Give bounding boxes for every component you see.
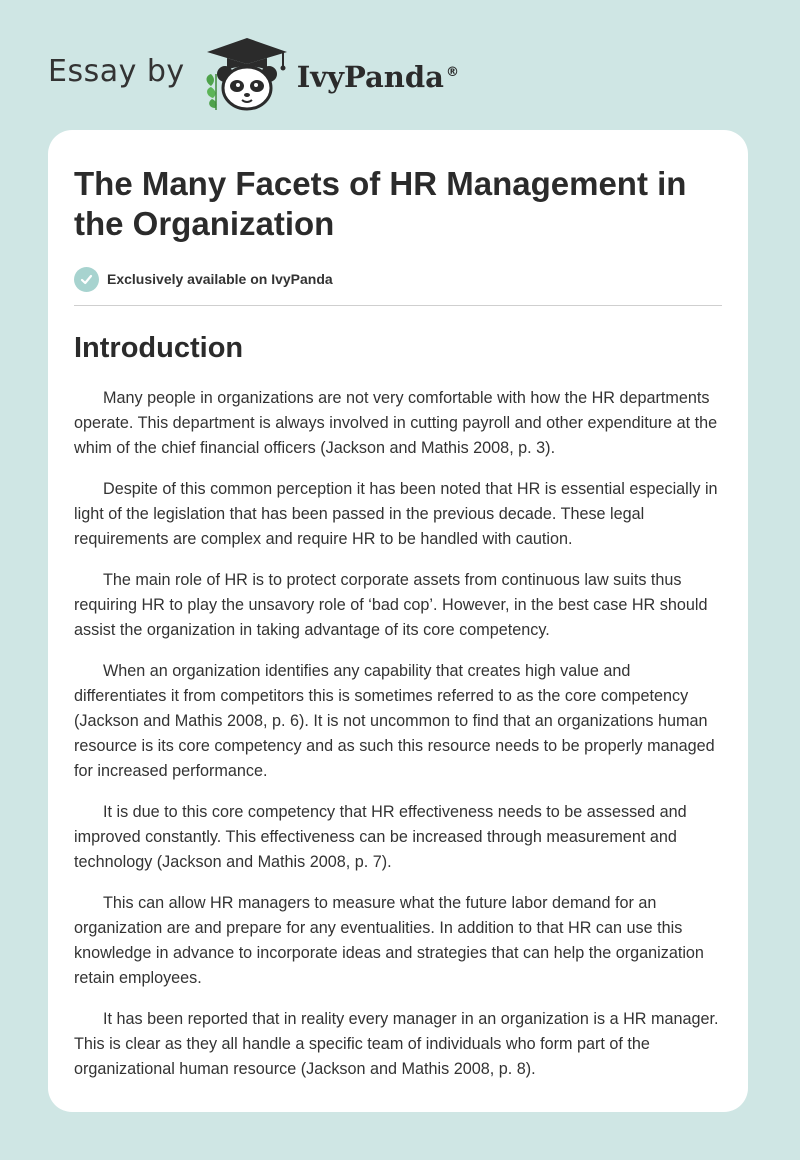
paragraph: The main role of HR is to protect corporate assets from continuous law suits thus requiring HR to play the unsavory role of ‘bad cop’. However, in the best case HR should assist the organization in taking advantage of its core competency. xyxy=(74,571,708,639)
essay-card xyxy=(48,130,748,1112)
exclusive-label: Exclusively available on IvyPanda xyxy=(107,271,333,287)
brand-prefix: Essay by xyxy=(48,53,185,89)
paragraph: When an organization identifies any capability that creates high value and differentiates it from competitors this is sometimes referred to as the core competency (Jackson and Mathis 2008, p. 6). It is not uncommon to find that an organizations human resource is its core competency and as such this resource needs to be properly managed for increased performance. xyxy=(74,662,715,780)
essay-title: The Many Facets of HR Management in the Organization xyxy=(74,165,687,242)
exclusive-badge xyxy=(74,266,722,292)
paragraph: Despite of this common perception it has been noted that HR is essential especially in light of the legislation that has been passed in the previous decade. These legal requirements are complex and require HR to be handled with caution. xyxy=(74,480,718,548)
brand-header xyxy=(48,34,459,114)
paragraph: This can allow HR managers to measure what the future labor demand for an organization are and prepare for any eventualities. In addition to that HR can use this knowledge in advance to incorporate ideas and strategies that can help the organization retain employees. xyxy=(74,894,704,987)
brand-name: IvyPanda ® xyxy=(296,60,459,94)
paragraph: Many people in organizations are not very comfortable with how the HR departments operate. This department is always involved in cutting payroll and other expenditure at the whim of the chief financial officers (Jackson and Mathis 2008, p. 3). xyxy=(74,389,718,457)
section-heading-introduction: Introduction xyxy=(74,332,244,364)
paragraph: It has been reported that in reality every manager in an organization is a HR manager. This is clear as they all handle a specific team of individuals who form part of the organizational human resource (Jackson and Mathis 2008, p. 8). xyxy=(74,1010,719,1078)
divider xyxy=(74,305,722,306)
essay-body xyxy=(74,386,722,1082)
check-circle-icon xyxy=(74,267,99,292)
paragraph: It is due to this core competency that HR effectiveness needs to be assessed and improved constantly. This effectiveness can be increased through measurement and technology (Jackson and Mathis 2008, p. 7). xyxy=(74,803,687,871)
panda-graduate-logo-icon xyxy=(201,34,293,114)
